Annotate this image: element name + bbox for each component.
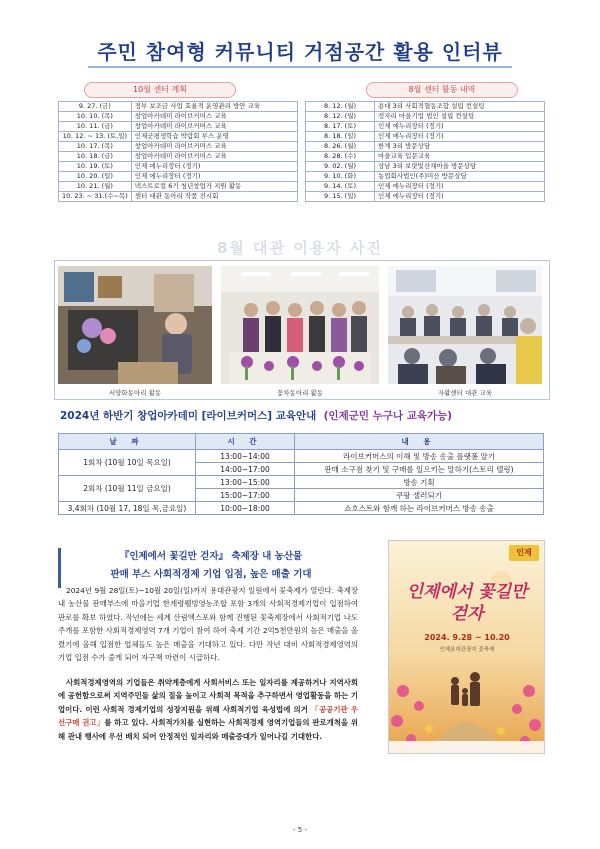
plan-item: 인제 에누리장터 (정기) bbox=[131, 172, 297, 182]
activity-date: 9. 02. (월) bbox=[306, 162, 375, 172]
education-content: 쿠팡 셀러되기 bbox=[295, 489, 544, 502]
activity-item: 농업회사법인(주)미산 방문상담 bbox=[375, 172, 545, 182]
activity-item: 상남 3리 보랏빛산채마을 방문상담 bbox=[375, 162, 545, 172]
plan-date: 10. 21. (월) bbox=[59, 182, 132, 192]
plan-row bbox=[59, 182, 298, 192]
activity-row bbox=[306, 102, 545, 112]
education-content: 판매 소구점 찾기 및 구매를 일으키는 말하기(스토리 텔링) bbox=[295, 463, 544, 476]
activity-row bbox=[306, 182, 545, 192]
self-support-center-photo bbox=[388, 266, 542, 384]
poster-venue: 인제용대관광지 꽃축제 bbox=[439, 647, 495, 653]
activity-row bbox=[306, 192, 545, 202]
education-time: 14:00~17:00 bbox=[196, 463, 295, 476]
activity-date: 9. 14. (토) bbox=[306, 182, 375, 192]
education-content: 방송 기획 bbox=[295, 476, 544, 489]
plan-row bbox=[59, 142, 298, 152]
article-paragraph-1: 2024년 9월 28일(토)~10월 20일(일)까지 용대관광지 일원에서 꽃축제가 열린다. 축제장 내 농산물 판매부스에 마을기업 한계령웰빙영농조합 포함 3개의 사회적경제기업이 입점하여 판로를 확보 하였다. 작년에는 세계 산림엑스포와 함께 진행된 꽃축제장에서 사회적기업 나도주개를 포함한 사회적경제영역 7개 기업이 참여 하여 축제 기간 2억5천만원의 높은 매출을 올렸기에 올해 입점한 업체들도 높은 매출을 기대하고 있다. 다만 작년 대비 사회적경제영역의 기업 입점 수가 줄게 되어 자구책 마련이 시급하다. bbox=[58, 586, 358, 663]
paragraph-2-part-a: 사회적경제영역의 기업들은 취약계층에게 사회서비스 또는 일자리를 제공하거나 지역사회에 공헌함으로써 지역주민들 삶의 질을 높이고 사회적 목적을 추구하면서 영업활동을 하는 기업이다. 이런 사회적 경제기업의 성장지원을 위해 사회적기업 육성법에 의거 bbox=[58, 678, 358, 714]
plan-date: 10. 23. ~ 31.(수~목) bbox=[59, 192, 132, 202]
title-underline bbox=[88, 66, 512, 68]
photo-caption-2: 꽃차동아리 활동 bbox=[276, 389, 324, 397]
plan-date: 10. 19. (토) bbox=[59, 162, 132, 172]
article-paragraph-2 bbox=[58, 676, 358, 743]
education-content: 쇼호스트와 함께 하는 라이브커머스 방송 송출 bbox=[295, 502, 544, 515]
education-title-note: (인제군민 누구나 교육가능) bbox=[323, 410, 453, 422]
activity-row bbox=[306, 122, 545, 132]
activity-item: 정자리 마을기업 법인 설립 컨설팅 bbox=[375, 112, 545, 122]
activity-row bbox=[306, 132, 545, 142]
plan-row bbox=[59, 122, 298, 132]
paragraph-2-highlight: 「공공기관 우선구매 권고」 bbox=[58, 704, 358, 728]
activity-item: 마을교육 입문교육 bbox=[375, 152, 545, 162]
education-row bbox=[59, 476, 544, 489]
education-title-main: 2024년 하반기 창업아카데미 [라이브커머스] 교육안내 bbox=[60, 410, 317, 422]
activity-item: 인제 에누리장터 (정기) bbox=[375, 122, 545, 132]
plan-row bbox=[59, 152, 298, 162]
plan-row bbox=[59, 162, 298, 172]
plan-item: 창업아카데미 라이브커머스 교육 bbox=[131, 112, 297, 122]
education-row bbox=[59, 502, 544, 515]
education-title bbox=[60, 408, 452, 423]
plan-item: 창업아카데미 라이브커머스 교육 bbox=[131, 122, 297, 132]
activity-pill: 8월 센터 활동 내역 bbox=[366, 82, 518, 98]
article-headline bbox=[66, 548, 356, 584]
education-time: 15:00~17:00 bbox=[196, 489, 295, 502]
plan-row bbox=[59, 192, 298, 202]
activity-date: 8. 28. (수) bbox=[306, 152, 375, 162]
plan-date: 10. 17. (목) bbox=[59, 142, 132, 152]
activity-date: 8. 26. (월) bbox=[306, 142, 375, 152]
plan-row bbox=[59, 132, 298, 142]
activity-date: 8. 12. (월) bbox=[306, 112, 375, 122]
plan-item: 창업아카데미 라이브커머스 교육 bbox=[131, 142, 297, 152]
education-session-date: 1회차 (10월 10일 목요일) bbox=[59, 450, 196, 476]
col-header-content: 내 용 bbox=[295, 434, 544, 450]
activity-row bbox=[306, 112, 545, 122]
activity-date: 8. 18. (일) bbox=[306, 132, 375, 142]
festival-poster bbox=[388, 540, 545, 754]
education-session-date: 2회차 (10월 11일 금요일) bbox=[59, 476, 196, 502]
page-number: - 5 - bbox=[293, 826, 307, 834]
plan-item: 센터 대관 동아리 작품 전시회 bbox=[131, 192, 297, 202]
photo-caption-3: 자활센터 대관 교육 bbox=[437, 389, 493, 397]
education-content: 라이브커머스의 이해 및 방송 송출 플랫폼 알기 bbox=[295, 450, 544, 463]
headline-line-1: 『인제에서 꽃길만 걷자』 축제장 내 농산물 bbox=[119, 551, 303, 562]
headline-bar bbox=[58, 548, 61, 588]
education-row bbox=[59, 450, 544, 463]
activity-row bbox=[306, 152, 545, 162]
activity-date: 8. 12. (월) bbox=[306, 102, 375, 112]
flower-tea-club-photo bbox=[221, 266, 379, 384]
plan-date: 10. 18. (금) bbox=[59, 152, 132, 162]
poster-dates: 2024. 9.28 ~ 10.20 bbox=[424, 633, 510, 642]
october-plan-table bbox=[58, 101, 298, 202]
plan-row bbox=[59, 112, 298, 122]
activity-date: 9. 10. (화) bbox=[306, 172, 375, 182]
education-schedule-table bbox=[58, 433, 544, 515]
plan-date: 10. 11. (금) bbox=[59, 122, 132, 132]
activity-row bbox=[306, 142, 545, 152]
poster-badge: 인제 bbox=[509, 545, 539, 561]
plan-row bbox=[59, 172, 298, 182]
education-time: 13:00~14:00 bbox=[196, 450, 295, 463]
col-header-date: 날 짜 bbox=[59, 434, 196, 450]
plan-date: 10. 12. ~ 13. (토,일) bbox=[59, 132, 132, 142]
headline-line-2: 판매 부스 사회적경제 기업 입점, 높은 매출 기대 bbox=[110, 569, 312, 580]
poster-title: 인제에서 꽃길만 걷자 bbox=[406, 582, 528, 624]
activity-item: 용대 3리 사회적협동조합 설립 컨설팅 bbox=[375, 102, 545, 112]
photo-caption-1: 서양화동아리 활동 bbox=[108, 389, 162, 397]
education-session-date: 3,4회차 (10월 17, 18일 목,금요일) bbox=[59, 502, 196, 515]
plan-item: 인제군평생학습 박람회 부스 운영 bbox=[131, 132, 297, 142]
plan-item: 정부 보조금 사업 효율적 운영관리 방안 교육 bbox=[131, 102, 297, 112]
activity-item: 한계 3리 방문상담 bbox=[375, 142, 545, 152]
painting-club-photo bbox=[58, 266, 212, 384]
education-time: 10:00~18:00 bbox=[196, 502, 295, 515]
photo-section-title: 8월 대관 이용자 사진 bbox=[216, 239, 384, 257]
activity-row bbox=[306, 172, 545, 182]
col-header-time: 시 간 bbox=[196, 434, 295, 450]
plan-item: 인제 에누리장터 (정기) bbox=[131, 162, 297, 172]
activity-item: 인제 에누리장터 (정기) bbox=[375, 192, 545, 202]
page-title: 주민 참여형 커뮤니티 거점공간 활용 인터뷰 bbox=[97, 40, 503, 64]
plan-date: 10. 10. (목) bbox=[59, 112, 132, 122]
activity-row bbox=[306, 162, 545, 172]
activity-date: 9. 15. (일) bbox=[306, 192, 375, 202]
plan-pill: 10월 센터 계획 bbox=[84, 82, 236, 98]
paragraph-2-part-b: 를 하고 있다. 사회적가치를 실현하는 사회적경제 영역기업들의 판로개척을 위해 관내 행사에 우선 배치 되어 안정적인 일자리와 매출증대가 일어나길 기대한다. bbox=[58, 718, 358, 741]
activity-item: 인제 에누리장터 (정기) bbox=[375, 132, 545, 142]
plan-date: 9. 27. (금) bbox=[59, 102, 132, 112]
activity-item: 인제 에누리장터 (정기) bbox=[375, 182, 545, 192]
plan-item: 넥스트로컬 6기 청년창업가 지원 활동 bbox=[131, 182, 297, 192]
plan-date: 10. 20. (일) bbox=[59, 172, 132, 182]
august-activity-table bbox=[305, 101, 545, 202]
plan-item: 창업아카데미 라이브커머스 교육 bbox=[131, 152, 297, 162]
education-time: 13:00~15:00 bbox=[196, 476, 295, 489]
activity-date: 8. 17. (토) bbox=[306, 122, 375, 132]
plan-row bbox=[59, 102, 298, 112]
